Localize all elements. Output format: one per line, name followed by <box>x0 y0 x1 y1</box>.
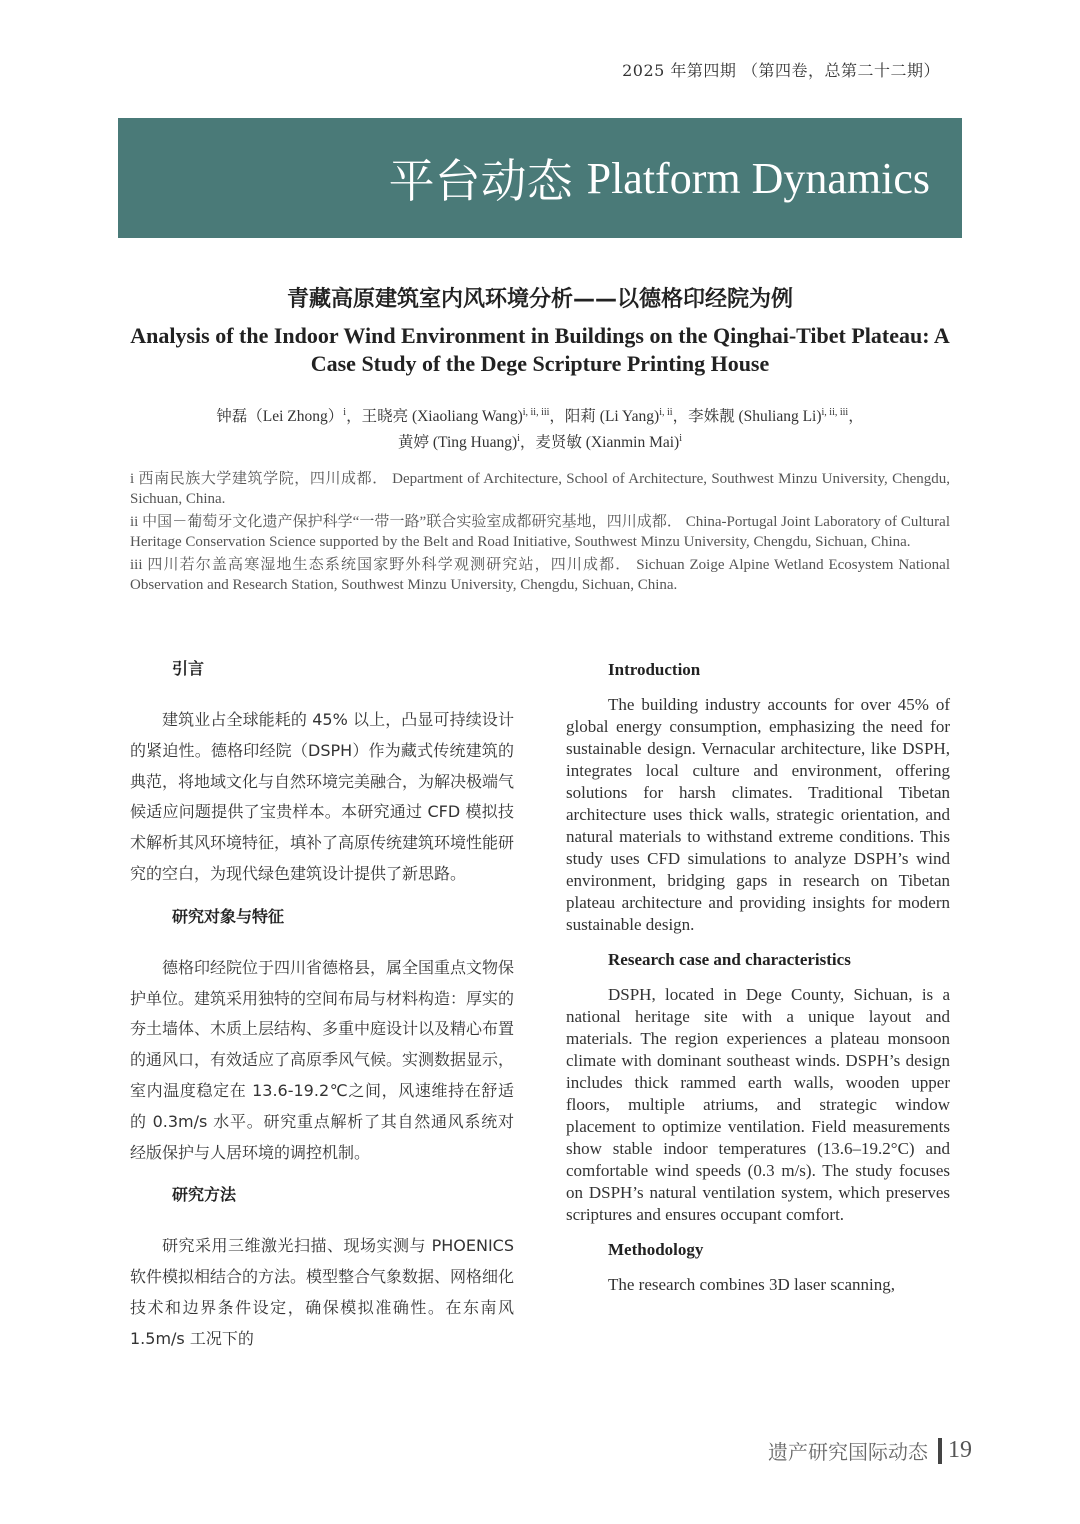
banner-title-zh: 平台动态 <box>388 154 573 208</box>
section-heading-en: Research case and characteristics <box>608 950 851 969</box>
section-body-zh: 德格印经院位于四川省德格县，属全国重点文物保护单位。建筑采用独特的空间布局与材料构造：厚实的夯土墙体、木质上层结构、多重中庭设计以及精心布置的通风口，有效适应了高原季风气候。实测数据显示，室内温度稳定在 13.6-19.2℃之间，风速维持在舒适的 0.3m/s 水平。研究重点解析了其自然通风系统对经版保护与人居环境的调控机制。 <box>130 957 515 1162</box>
author-line-2 <box>118 428 962 454</box>
author-name: 黄婷 (Ting Huang) <box>398 434 518 452</box>
section-heading-zh: 引言 <box>172 659 205 678</box>
affiliation-i: i 西南民族大学建筑学院，四川成都． Department of Architecture, School of Architecture, Southwest Minzu University, Chengdu, Sichuan, China. <box>130 471 950 507</box>
author-name: ，李姝靓 (Shuliang Li) <box>672 408 822 426</box>
section-heading-zh: 研究对象与特征 <box>172 906 285 926</box>
section-body-zh: 建筑业占全球能耗的 45% 以上，凸显可持续设计的紧迫性。德格印经院（DSPH）作为藏式传统建筑的典范，将地域文化与自然环境完美融合，为解决极端气候适应问题提供了宝贵样本。本研究通过 CFD 模拟技术解析其风环境特征，填补了高原传统建筑环境性能研究的空白，为现代绿色建筑设计提供了新思路。 <box>130 710 515 883</box>
affiliation-ii: ii 中国－葡萄牙文化遗产保护科学“一带一路”联合实验室成都研究基地，四川成都． China-Portugal Joint Laboratory of Cultural Heritage Conservation Science supported by the Belt and Road Initiative, Southwest Minzu University, Chengdu, Sichuan, China. <box>130 514 950 550</box>
banner-title-en: Platform Dynamics <box>586 153 930 203</box>
section-body-zh: 研究采用三维激光扫描、现场实测与 PHOENICS 软件模拟相结合的方法。模型整合气象数据、网格细化技术和边界条件设定，确保模拟准确性。在东南风 1.5m/s 工况下的 <box>130 1236 515 1348</box>
author-line-1 <box>118 402 962 428</box>
author-list <box>118 402 962 454</box>
journal-name: 遗产研究国际动态 <box>768 1440 928 1464</box>
section-body-en: The research combines 3D laser scanning, <box>608 1275 895 1294</box>
section-heading-en: Methodology <box>608 1240 704 1259</box>
author-affil-sup: i, ii, iii <box>821 407 849 418</box>
chinese-column <box>130 656 514 1369</box>
affiliation-list <box>130 470 950 599</box>
author-affil-sup: i, ii, iii <box>522 407 550 418</box>
english-column <box>566 656 950 1310</box>
author-name: ，王晓亮 (Xiaoliang Wang) <box>346 408 523 426</box>
author-affil-sup: i <box>343 407 347 418</box>
footer-divider <box>938 1438 942 1464</box>
affiliation-iii: iii 四川若尔盖高寒湿地生态系统国家野外科学观测研究站，四川成都． Sichuan Zoige Alpine Wetland Ecosystem National Observation and Research Station, Southwest Minzu University, Chengdu, Sichuan, China. <box>130 557 950 593</box>
author-name: ，阳莉 (Li Yang) <box>549 408 660 426</box>
article-title-en: Analysis of the Indoor Wind Environment in Buildings on the Qinghai-Tibet Plateau: A Case Study of the Dege Scripture Printing House <box>130 323 950 376</box>
section-banner <box>118 118 962 238</box>
author-affil-sup: i, ii <box>659 407 673 418</box>
page-number: 19 <box>948 1437 972 1463</box>
author-affil-sup: i <box>679 433 682 445</box>
section-heading-en: Introduction <box>608 660 701 679</box>
author-name: 钟磊（Lei Zhong） <box>216 408 344 426</box>
section-body-en: DSPH, located in Dege County, Sichuan, is a national heritage site with a unique layout and materials. The region experiences a plateau monsoon climate with dominant southeast winds. DSPH’s design includes thick rammed earth walls, wooden upper floors, multiple atriums, and strategic window placement to optimize ventilation. Field measurements show stable indoor temperatures (13.6–19.2°C) and comfortable wind speeds (0.3 m/s). The study focuses on DSPH’s natural ventilation system, which preserves scriptures and ensures occupant comfort. <box>566 985 950 1224</box>
section-heading-zh: 研究方法 <box>172 1185 237 1205</box>
author-separator: ， <box>848 408 864 426</box>
article-title-zh: 青藏高原建筑室内风环境分析——以德格印经院为例 <box>286 287 793 312</box>
page-footer <box>768 1436 972 1465</box>
issue-info: 2025 年第四期 （第四卷，总第二十二期） <box>622 61 940 80</box>
section-body-en: The building industry accounts for over 45% of global energy consumption, emphasizing the need for sustainable design. Vernacular architecture, like DSPH, integrates local culture and environment, offering solutions for harsh climates. Traditional Tibetan architecture uses thick walls, strategic orientation, and natural materials to withstand extreme conditions. This study uses CFD simulations to analyze DSPH’s wind environment, bridging gaps in research on Tibetan plateau architecture and providing insights for modern sustainable design. <box>566 695 950 934</box>
author-affil-sup: i <box>517 433 520 445</box>
author-name: ，麦贤敏 (Xianmin Mai) <box>519 434 680 452</box>
